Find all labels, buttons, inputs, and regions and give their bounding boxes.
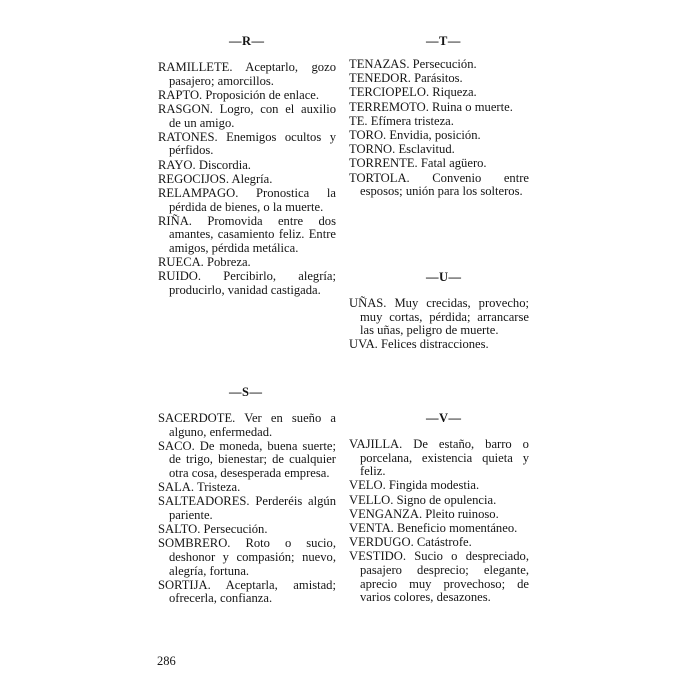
dictionary-entry (158, 103, 336, 130)
dictionary-entry (349, 297, 529, 338)
entry-definition: Aceptarlo, gozo pasajero; amorcillos. (169, 60, 336, 88)
entry-headword: SALTO. (158, 522, 201, 537)
entry-headword: VENGANZA. (349, 506, 423, 521)
entry-headword: RASGON. (158, 101, 213, 116)
entry-headword: SALA. (158, 480, 195, 495)
entry-definition: Ver en sueño a alguno, enfermedad. (169, 411, 336, 439)
entry-definition: Promovida entre dos amantes, casamiento feliz. Entre amigos, pérdida metálica. (169, 213, 336, 255)
dictionary-entry (158, 89, 336, 103)
dictionary-entry (349, 58, 529, 72)
entry-headword: SORTIJA. (158, 577, 211, 592)
entry-definition: Tristeza. (196, 480, 241, 495)
entry-headword: TORRENTE. (349, 156, 418, 171)
entry-definition: Enemigos ocultos y pérfidos. (169, 129, 336, 158)
entry-headword: RELAMPAGO. (158, 185, 239, 200)
page-number: 286 (157, 654, 176, 668)
entry-definition: Beneficio momentáneo. (396, 520, 518, 535)
entry-definition: Esclavitud. (398, 142, 455, 157)
entry-definition: Signo de opulencia. (396, 492, 497, 507)
entry-headword: TORNO. (349, 142, 396, 157)
entry-definition: Proposición de enlace. (205, 87, 320, 102)
entry-definition: Sucio o despreciado, pasajero desprecio; elegante, aprecio muy provechoso; de varios colores, desazones. (360, 549, 529, 605)
entry-headword: VENTA. (349, 520, 394, 535)
dictionary-entry (158, 579, 336, 606)
dictionary-entry (158, 159, 336, 173)
entry-definition: Pronostica la pérdida de bienes, o la muerte. (169, 185, 336, 214)
entry-headword: VELO. (349, 478, 386, 493)
entry-definition: Perderéis algún pariente. (169, 494, 336, 522)
entry-definition: Logro, con el auxilio de un amigo. (169, 101, 336, 130)
entry-headword: TORO. (349, 127, 387, 142)
entry-definition: Efímera tristeza. (370, 113, 454, 128)
entry-definition: De moneda, buena suerte; de trigo, bienestar; de cualquier otra cosa, desesperada empresa. (169, 438, 336, 480)
entry-headword: TERREMOTO. (349, 99, 429, 114)
entry-headword: VERDUGO. (349, 535, 414, 550)
entry-headword: REGOCIJOS. (158, 171, 230, 186)
entry-definition: Felices distracciones. (380, 337, 489, 352)
entry-headword: SALTEADORES. (158, 494, 250, 509)
section-t-entries (349, 58, 529, 199)
entry-definition: Fatal agüero. (420, 156, 487, 171)
entry-definition: Alegría. (231, 171, 273, 186)
entry-definition: Ruina o muerte. (432, 99, 513, 114)
entry-definition: Aceptarla, amistad; ofrecerla, confianza. (169, 577, 336, 606)
entry-definition: Pobreza. (207, 255, 251, 270)
dictionary-entry (158, 256, 336, 270)
section-heading-r: —R— (229, 34, 265, 48)
dictionary-entry (349, 129, 529, 143)
entry-headword: RATONES. (158, 129, 218, 144)
dictionary-entry (158, 173, 336, 187)
dictionary-entry (158, 61, 336, 88)
entry-headword: VESTIDO. (349, 549, 407, 564)
dictionary-entry (158, 215, 336, 256)
entry-definition: Riqueza. (432, 85, 477, 100)
entry-headword: UVA. (349, 337, 378, 352)
dictionary-entry (349, 101, 529, 115)
entry-headword: SACO. (158, 438, 195, 453)
entry-headword: TENEDOR. (349, 71, 411, 86)
section-heading-s: —S— (229, 385, 263, 399)
section-s-entries (158, 412, 336, 606)
dictionary-entry (158, 537, 336, 578)
entry-headword: SACERDOTE. (158, 411, 236, 425)
entry-headword: TENAZAS. (349, 57, 410, 71)
section-u-entries (349, 297, 529, 353)
entry-definition: Fingida modestia. (388, 478, 480, 493)
entry-definition: Parásitos. (414, 71, 463, 86)
dictionary-entry (158, 131, 336, 158)
dictionary-entry (349, 72, 529, 86)
entry-definition: Roto o sucio, deshonor y compasión; nuevo, alegría, fortuna. (169, 536, 336, 578)
dictionary-entry (349, 508, 529, 522)
entry-definition: Convenio entre esposos; unión para los solteros. (360, 170, 529, 199)
entry-headword: TERCIOPELO. (349, 85, 430, 100)
entry-definition: Muy crecidas, provecho; muy cortas, pérdida; arrancarse las uñas, peligro de muerte. (360, 296, 530, 338)
entry-headword: SOMBRERO. (158, 536, 231, 551)
dictionary-entry (158, 412, 336, 439)
section-heading-u: —U— (426, 270, 462, 284)
dictionary-entry (158, 495, 336, 522)
dictionary-entry (158, 481, 336, 495)
dictionary-entry (349, 172, 529, 199)
dictionary-entry (158, 523, 336, 537)
entry-headword: RAPTO. (158, 87, 203, 102)
entry-headword: RAMILLETE. (158, 60, 233, 74)
entry-headword: TE. (349, 113, 368, 128)
entry-headword: RAYO. (158, 157, 196, 172)
section-heading-t: —T— (426, 34, 461, 48)
entry-headword: TORTOLA. (349, 170, 410, 185)
entry-definition: Envidia, posición. (389, 127, 481, 142)
entry-headword: RIÑA. (158, 213, 192, 228)
dictionary-entry (349, 115, 529, 129)
entry-headword: VELLO. (349, 492, 394, 507)
dictionary-entry (349, 157, 529, 171)
entry-definition: De estaño, barro o porcelana, existencia quieta y feliz. (360, 437, 529, 479)
dictionary-entry (349, 438, 529, 479)
entry-definition: Pleito ruinoso. (425, 506, 499, 521)
entry-definition: Persecución. (203, 522, 268, 537)
dictionary-entry (158, 187, 336, 214)
dictionary-entry (158, 270, 336, 297)
entry-headword: UÑAS. (349, 296, 387, 310)
dictionary-entry (349, 536, 529, 550)
dictionary-entry (349, 494, 529, 508)
dictionary-entry (349, 550, 529, 604)
section-r-entries (158, 61, 336, 298)
dictionary-entry (349, 338, 529, 352)
entry-definition: Persecución. (412, 57, 477, 71)
dictionary-entry (349, 479, 529, 493)
entry-definition: Percibirlo, alegría; producirlo, vanidad castigada. (169, 269, 336, 297)
section-v-entries (349, 438, 529, 605)
dictionary-entry (349, 143, 529, 157)
entry-definition: Discordia. (198, 157, 251, 172)
dictionary-entry (158, 440, 336, 481)
section-heading-v: —V— (426, 411, 462, 425)
dictionary-entry (349, 522, 529, 536)
entry-headword: RUIDO. (158, 269, 202, 284)
entry-headword: VAJILLA. (349, 437, 403, 451)
dictionary-entry (349, 86, 529, 100)
entry-definition: Catástrofe. (416, 535, 472, 550)
entry-headword: RUECA. (158, 255, 204, 270)
